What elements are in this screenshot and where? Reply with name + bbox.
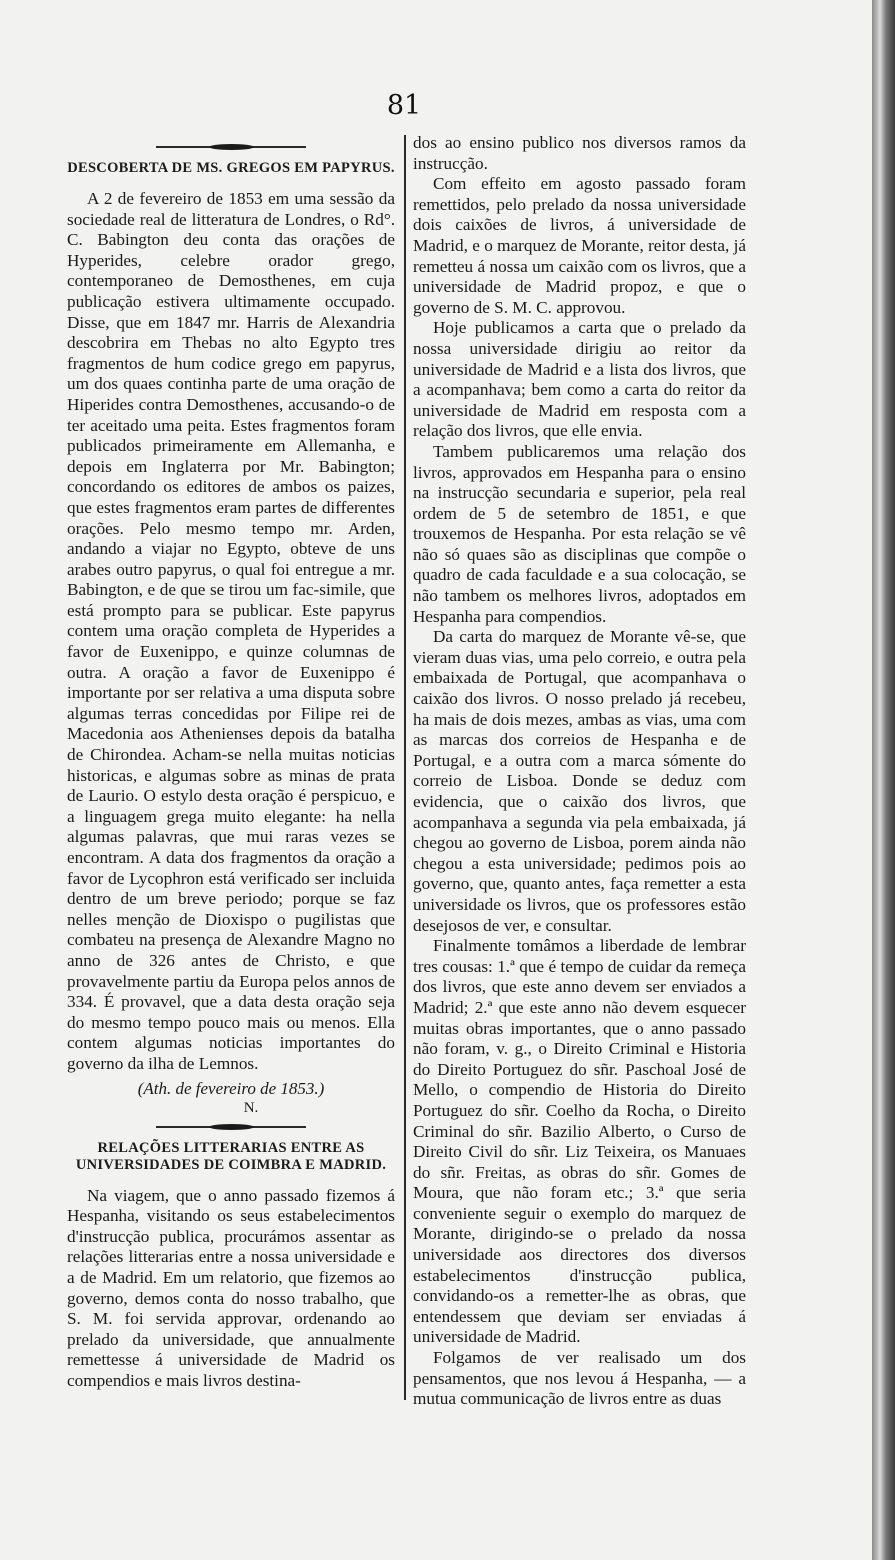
article-paragraph: Na viagem, que o anno passado fizemos á Hespanha, visitando os seus estabelecimentos d'instrucção publica, procurámos assentar as relações litterarias entre a nossa universidade e a de Madrid. Em um relatorio, que fizemos ao governo, demos conta do nosso trabalho, que S. M. foi servida approvar, ordenando ao prelado da universidade, que annualmente remettesse á universidade de Madrid os compendios e mais livros destina- — [67, 1185, 395, 1390]
article-paragraph: Folgamos de ver realisado um dos pensamentos, que nos levou á Hespanha, — a mutua communicação de livros entre as duas — [413, 1348, 746, 1409]
ornamental-rule — [156, 1126, 306, 1128]
article-title-relacoes: RELAÇÕES LITTERARIAS ENTRE AS UNIVERSIDADES DE COIMBRA E MADRID. — [75, 1139, 387, 1173]
ornamental-rule — [156, 146, 306, 148]
article-paragraph: Com effeito em agosto passado foram remettidos, pelo prelado da nossa universidade dois caixões de livros, á universidade de Madrid, e o marquez de Morante, reitor desta, já remetteu á nossa um caixão com os livros, que a universidade de Madrid propoz, e que o governo de S. M. C. approvou. — [413, 174, 746, 317]
article-paragraph: Finalmente tomâmos a liberdade de lembrar tres cousas: 1.ª que é tempo de cuidar da remeça dos livros, que este anno devem ser enviados a Madrid; 2.ª que este anno não devem esquecer muitas obras importantes, que o anno passado não foram, v. g., o Direito Criminal e Historia do Direito Portuguez do sñr. Paschoal José de Mello, o compendio de Historia do Direito Portuguez do sñr. Coelho da Rocha, o Direito Criminal do sñr. Bazilio Alberto, o Curso de Direito Civil do sñr. Liz Teixeira, os Manuaes do sñr. Freitas, as obras do sñr. Gomes de Moura, que não foram etc.; 3.ª que seria conveniente seguir o exemplo do marquez de Morante, dirigindo-se o prelado da nossa universidade aos directores dos diversos estabelecimentos d'instrucção publica, convidando-os a remetter-lhe as obras, que entendessem que deviam ser enviadas á universidade de Madrid. — [413, 936, 746, 1347]
book-spine — [872, 0, 895, 1560]
signature: N. — [243, 1099, 259, 1116]
column-divider — [404, 135, 406, 1400]
article-paragraph: Tambem publicaremos uma relação dos livros, approvados em Hespanha para o ensino na instrucção secundaria e superior, pela real ordem de 5 de setembro de 1851, e que trouxemos de Hespanha. Por esta relação se vê não só quaes são as disciplinas que compõe o quadro de cada faculdade e a sua colocação, se não tambem os melhores livros, adoptados em Hespanha para compendios. — [413, 441, 746, 626]
article-paragraph: Hoje publicamos a carta que o prelado da nossa universidade dirigiu ao reitor da universidade de Madrid e a lista dos livros, que a acompanhava; bem como a carta do reitor da universidade de Madrid em resposta com a relação dos livros, que elle envia. — [413, 318, 746, 441]
citation: (Ath. de fevereiro de 1853.) — [137, 1078, 325, 1098]
article-body-papyrus: A 2 de fevereiro de 1853 em uma sessão da sociedade real de litteratura de Londres, o Rd°. C. Babington deu conta das orações de Hyperides, celebre orador grego, contemporaneo de Demosthenes, em cuja publicação estivera ultimamente occupado. Disse, que em 1847 mr. Harris de Alexandria descobrira em Thebas no alto Egypto tres fragmentos de hum codice grego em papyrus, um dos quaes continha parte de uma oração de Hiperides contra Demosthenes, accusando-o de ter aceitado uma peita. Estes fragmentos foram publicados primeiramente em Allemanha, e depois em Inglaterra por Mr. Babington; concordando os editores de ambos os paizes, que estes fragmentos eram partes de differentes orações. Pelo mesmo tempo mr. Arden, andando a viajar no Egypto, obteve de uns arabes outro papyrus, o qual foi entregue a mr. Babington, e de que se tirou um fac-simile, que está prompto para se publicar. Este papyrus contem uma oração completa de Hyperides a favor de Euxenippo, e quinze columnas de outra. A oração a favor de Euxenippo é importante por ser relativa a uma disputa sobre algumas terras concedidas por Filipe rei de Macedonia aos Athenienses depois da batalha de Chirondea. Acham-se nella muitas noticias historicas, e algumas sobre as minas de prata de Laurio. O estylo desta oração é perspicuo, e a linguagem grega muito elegante: ha nella algumas palavras, que mui raras vezes se encontram. A data dos fragmentos da oração a favor de Lycophron está verificado ser incluida dentro de um breve periodo; porque se faz nelles menção de Dioxispo o pugilistas que combateu na presença de Alexandre Magno no anno de 326 antes de Christo, e que provavelmente partiu da Europa pelos annos de 334. É provavel, que a data desta oração seja do mesmo tempo pouco mais ou menos. Ella contem algumas noticias importantes do governo da ilha de Lemnos. — [67, 189, 395, 1073]
left-column — [67, 138, 395, 1391]
page-number: 81 — [386, 90, 422, 121]
article-paragraph: dos ao ensino publico nos diversos ramos da instrucção. — [413, 133, 746, 173]
article-paragraph: Da carta do marquez de Morante vê-se, que vieram duas vias, uma pelo correio, e outra pela embaixada de Portugal, que acompanhava o caixão dos livros. O nosso prelado já recebeu, ha mais de dois mezes, ambas as vias, uma com as marcas dos correios de Hespanha e de Portugal, e a outra com a marca sómente do correio de Lisboa. Donde se deduz com evidencia, que o caixão dos livros, que acompanhava a segunda via pela embaixada, já chegou ao governo de Lisboa, porem ainda não chegou a esta universidade; pedimos pois ao governo, que, quanto antes, faça remetter a esta universidade os livros, que os professores estão desejosos de ver, e consultar. — [413, 627, 746, 935]
right-column — [413, 133, 746, 1410]
article-title-papyrus: DESCOBERTA DE MS. GREGOS EM PAPYRUS. — [67, 160, 395, 176]
